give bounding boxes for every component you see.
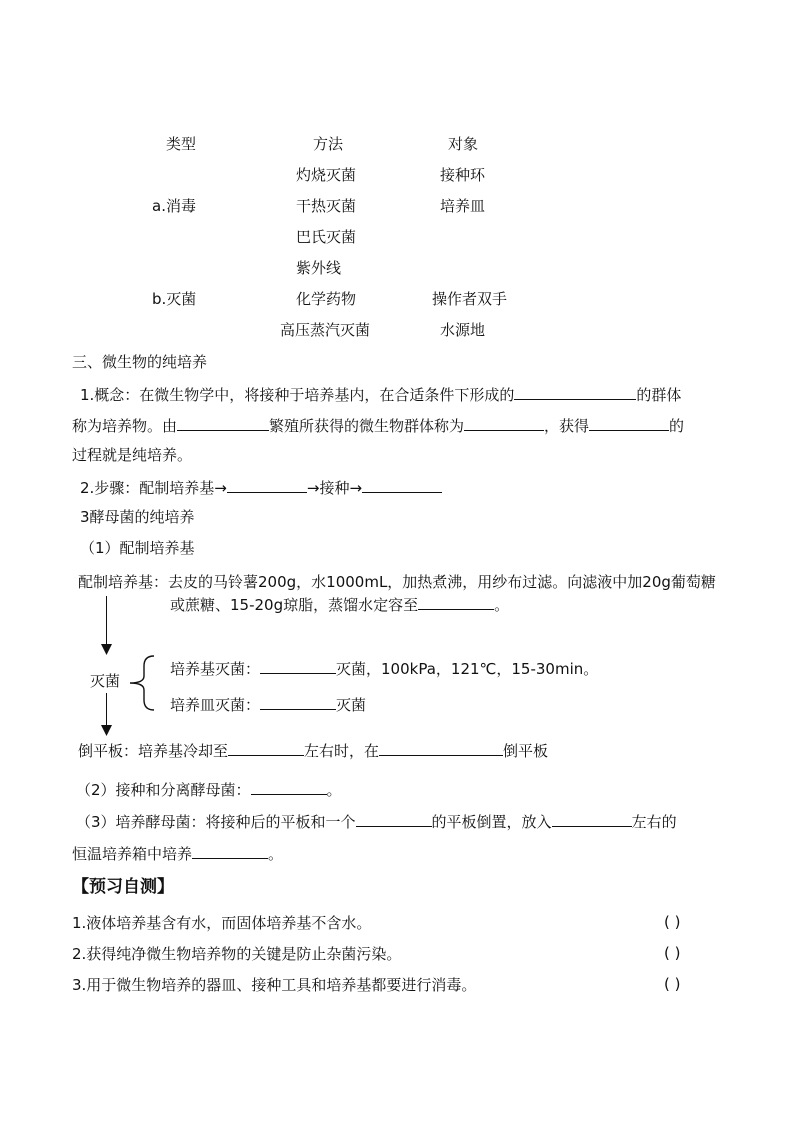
fill-blank[interactable] (177, 414, 269, 431)
method-item: 紫外线 (296, 259, 342, 277)
flow-arrow-line (106, 693, 107, 727)
fill-blank[interactable] (260, 693, 336, 710)
fill-blank[interactable] (227, 476, 307, 493)
medium-sterilize: 培养基灭菌： 灭菌，100kPa，121℃，15-30min。 (170, 657, 598, 679)
object-item: 接种环 (440, 166, 486, 184)
table-header-object: 对象 (448, 135, 479, 153)
selftest-question: 3.用于微生物培养的器皿、接种工具和培养基都要进行消毒。 (72, 976, 477, 994)
fill-blank[interactable] (418, 593, 494, 610)
table-header-type: 类型 (166, 135, 197, 153)
answer-bracket[interactable]: ( ) (664, 913, 681, 931)
paragraph-concept-end: 过程就是纯培养。 (72, 446, 193, 464)
method-item: 灼烧灭菌 (296, 166, 357, 184)
method-item: 干热灭菌 (296, 197, 357, 215)
section-title: 三、微生物的纯培养 (72, 353, 208, 371)
method-item: 化学药物 (296, 290, 357, 308)
table-header-method: 方法 (313, 135, 344, 153)
method-item: 巴氏灭菌 (296, 228, 357, 246)
selftest-question: 2.获得纯净微生物培养物的关键是防止杂菌污染。 (72, 945, 402, 963)
paragraph-concept: 1.概念：在微生物学中，将接种于培养基内，在合适条件下形成的 的群体 (80, 383, 681, 405)
step-culture: （3）培养酵母菌：将接种后的平板和一个 的平板倒置，放入 左右的 (76, 810, 677, 832)
type-item: b.灭菌 (152, 290, 197, 308)
fill-blank[interactable] (552, 810, 632, 827)
fill-blank[interactable] (192, 842, 268, 859)
arrow-down-icon (101, 644, 113, 656)
answer-bracket[interactable]: ( ) (664, 975, 681, 993)
fill-blank[interactable] (251, 778, 327, 795)
object-item: 水源地 (440, 321, 486, 339)
paragraph-steps: 2.步骤：配制培养基→ →接种→ (80, 476, 442, 498)
paragraph-concept-cont: 称为培养物。由 繁殖所获得的微生物群体称为 ，获得 的 (72, 414, 684, 436)
fill-blank[interactable] (260, 657, 336, 674)
sterilize-label: 灭菌 (90, 672, 121, 690)
prep-text-line2: 或蔗糖、15-20g琼脂，蒸馏水定容至 。 (170, 593, 509, 615)
object-item: 操作者双手 (432, 290, 508, 308)
brace-icon (124, 654, 156, 712)
step-culture-cont: 恒温培养箱中培养 。 (72, 842, 283, 864)
dish-sterilize: 培养皿灭菌： 灭菌 (170, 693, 366, 715)
prep-text-line1: 配制培养基：去皮的马铃薯200g，水1000mL，加热煮沸，用纱布过滤。向滤液中加20g葡萄糖 (78, 573, 716, 591)
answer-bracket[interactable]: ( ) (664, 944, 681, 962)
step-inoculate: （2）接种和分离酵母菌： 。 (76, 778, 342, 800)
pour-plate: 倒平板：培养基冷却至 左右时，在 倒平板 (78, 739, 548, 761)
fill-blank[interactable] (589, 414, 669, 431)
fill-blank[interactable] (228, 739, 304, 756)
fill-blank[interactable] (464, 414, 544, 431)
fill-blank[interactable] (379, 739, 503, 756)
paragraph-yeast: 3酵母菌的纯培养 (80, 508, 195, 526)
fill-blank[interactable] (362, 476, 442, 493)
subheading-prep: （1）配制培养基 (80, 539, 195, 557)
type-item: a.消毒 (152, 197, 196, 215)
fill-blank[interactable] (356, 810, 432, 827)
selftest-question: 1.液体培养基含有水，而固体培养基不含水。 (72, 914, 372, 932)
fill-blank[interactable] (514, 383, 636, 400)
arrow-down-icon (101, 725, 113, 737)
method-item: 高压蒸汽灭菌 (280, 321, 371, 339)
selftest-title: 【预习自测】 (72, 877, 174, 897)
flow-arrow-line (106, 596, 107, 646)
object-item: 培养皿 (440, 197, 486, 215)
